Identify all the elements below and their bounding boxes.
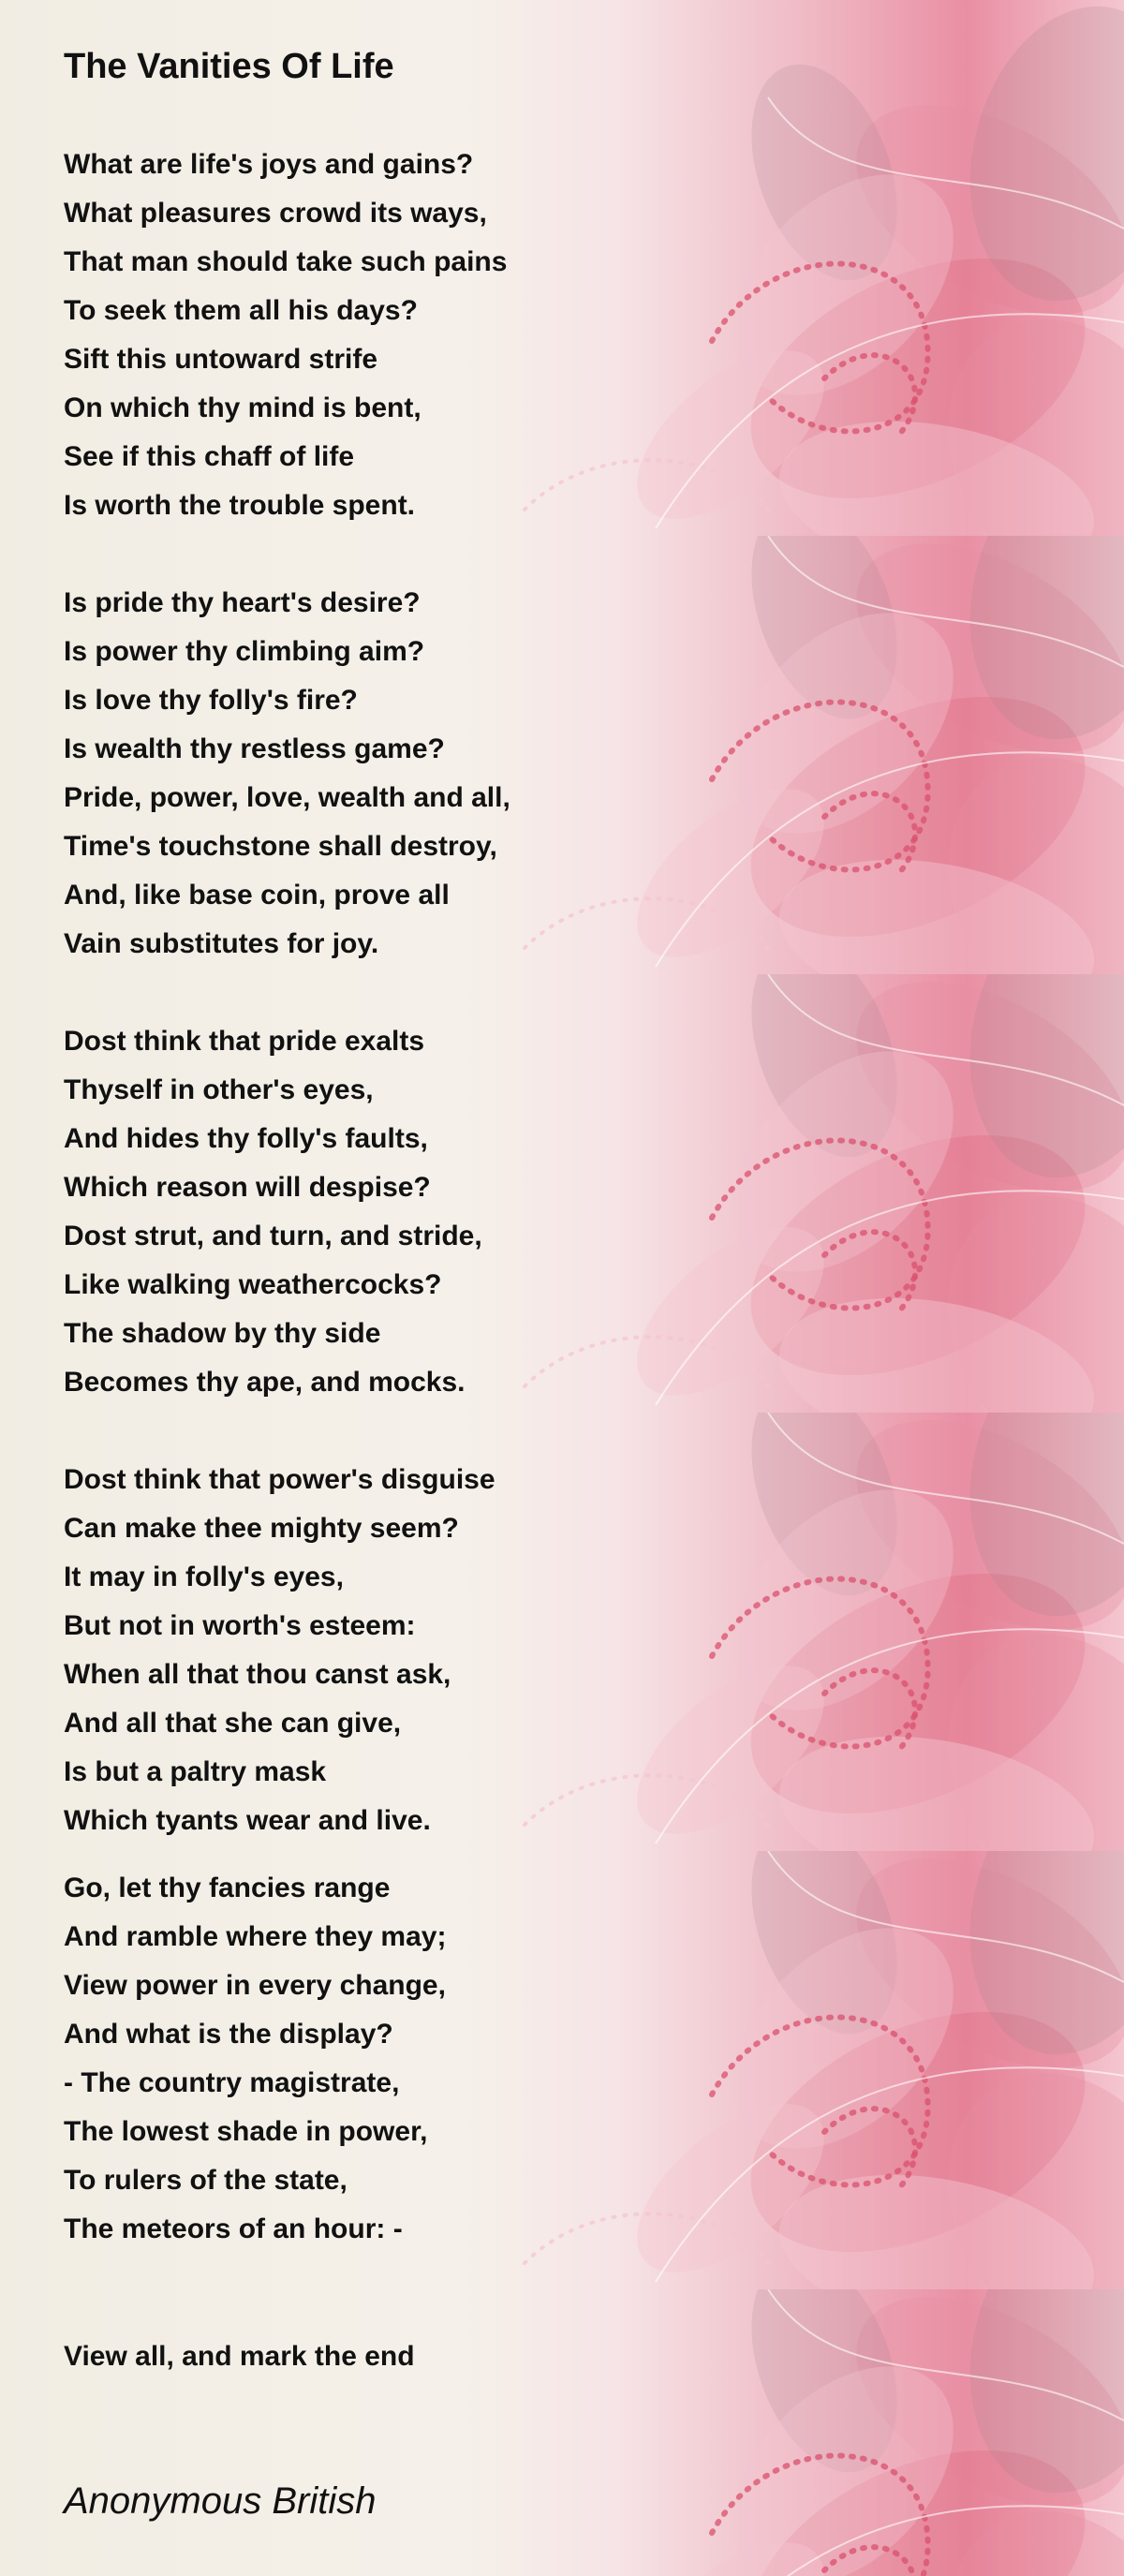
poem-line: On which thy mind is bent,	[64, 392, 422, 423]
poem-line: And all that she can give,	[64, 1708, 402, 1739]
poem-line: The shadow by thy side	[64, 1318, 381, 1349]
stanza-5	[64, 1864, 446, 2254]
poem-line: Becomes thy ape, and mocks.	[64, 1367, 466, 1398]
poem-line: What pleasures crowd its ways,	[64, 198, 487, 229]
poem-line: Is wealth thy restless game?	[64, 733, 445, 764]
poem-line: When all that thou canst ask,	[64, 1659, 451, 1690]
stanza-1	[64, 141, 507, 530]
stanza-3	[64, 1017, 482, 1407]
poem-line: Dost think that power's disguise	[64, 1464, 495, 1495]
poem-line: Is but a paltry mask	[64, 1756, 327, 1787]
stanza-2	[64, 579, 510, 969]
poem-line: Thyself in other's eyes,	[64, 1074, 374, 1105]
poem-line: And ramble where they may;	[64, 1921, 447, 1952]
poem-line: Dost strut, and turn, and stride,	[64, 1221, 482, 1251]
poem-author: Anonymous British	[64, 2480, 377, 2522]
poem-line: The meteors of an hour: -	[64, 2213, 403, 2244]
poem-line: Dost think that pride exalts	[64, 1026, 425, 1057]
poem-title: The Vanities Of Life	[64, 47, 394, 86]
stanza-4	[64, 1456, 495, 1845]
poem-line: Go, let thy fancies range	[64, 1873, 391, 1903]
poem-line: Is power thy climbing aim?	[64, 636, 425, 667]
poem-line: Which reason will despise?	[64, 1172, 431, 1203]
poem-line: And, like base coin, prove all	[64, 880, 450, 910]
poem-line: Like walking weathercocks?	[64, 1269, 442, 1300]
poem-line: Can make thee mighty seem?	[64, 1513, 459, 1544]
poem-line: Which tyants wear and live.	[64, 1805, 431, 1836]
poem-line: To rulers of the state,	[64, 2165, 348, 2196]
poem-line: And hides thy folly's faults,	[64, 1123, 428, 1154]
poem-line: The lowest shade in power,	[64, 2116, 428, 2147]
poem-line: - The country magistrate,	[64, 2067, 400, 2098]
poem-line: But not in worth's esteem:	[64, 1610, 416, 1641]
poem-line: View power in every change,	[64, 1970, 446, 2001]
poem-line: Is worth the trouble spent.	[64, 490, 416, 521]
poem-line: Time's touchstone shall destroy,	[64, 831, 497, 862]
poem-line: View all, and mark the end	[64, 2341, 415, 2372]
poem-line: What are life's joys and gains?	[64, 149, 474, 180]
poem-line: Pride, power, love, wealth and all,	[64, 782, 510, 813]
poem-line: It may in folly's eyes,	[64, 1562, 344, 1592]
stanza-6	[64, 2332, 415, 2381]
poem-line: Vain substitutes for joy.	[64, 928, 379, 959]
poem-line: Is love thy folly's fire?	[64, 685, 358, 716]
poem-line: Is pride thy heart's desire?	[64, 587, 421, 618]
poem-line: That man should take such pains	[64, 246, 508, 277]
poem-line: See if this chaff of life	[64, 441, 355, 472]
poem-line: And what is the display?	[64, 2019, 393, 2050]
poem-line: To seek them all his days?	[64, 295, 418, 326]
poem-line: Sift this untoward strife	[64, 344, 378, 375]
